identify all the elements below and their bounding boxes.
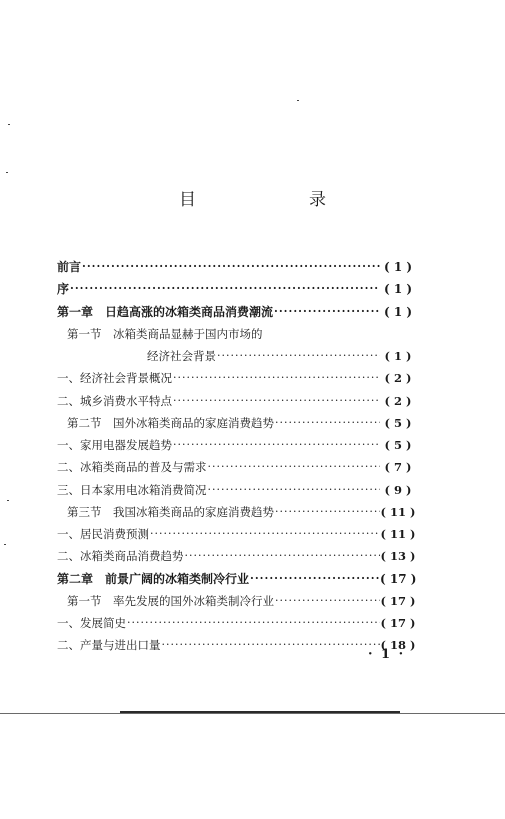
toc-leader-dots [208, 456, 381, 478]
toc-entry-label: 二、城乡消费水平特点 [57, 393, 172, 408]
toc-entry [57, 568, 416, 590]
toc-entry-page: ( 11 ) [380, 504, 416, 519]
toc-entry-page: ( 17 ) [380, 571, 417, 586]
toc-leader-dots [173, 390, 380, 412]
toc-entry [67, 501, 416, 523]
toc-entry-page: ( 17 ) [380, 616, 416, 630]
scan-speck [4, 544, 6, 545]
toc-entry-label: 第一章 日趋高涨的冰箱类商品消费潮流 [57, 304, 274, 319]
toc-entry-label: 一、经济社会背景概况 [57, 371, 172, 386]
toc-entry [57, 479, 416, 501]
toc-entry [57, 301, 416, 323]
toc-leader-dots [217, 345, 380, 367]
toc-entry-label: 三、日本家用电冰箱消费简况 [57, 482, 207, 497]
scan-speck [6, 172, 8, 173]
toc-entry [57, 456, 416, 478]
toc-entry-label: 一、家用电器发展趋势 [57, 438, 172, 452]
toc-entry-page: ( 1 ) [383, 304, 413, 319]
toc-entry [57, 434, 416, 456]
toc-entry-page: ( 5 ) [384, 415, 412, 430]
toc-leader-dots [82, 256, 380, 278]
toc-entry-label: 第一节 冰箱类商品显赫于国内市场的 [67, 326, 263, 341]
toc-entry-label: 二、冰箱类商品消费趋势 [57, 549, 184, 564]
toc-leader-dots [162, 634, 381, 656]
toc-entry-label: 二、冰箱类商品的普及与需求 [57, 460, 207, 475]
toc-entry [57, 612, 416, 634]
scan-speck [7, 500, 9, 501]
toc-entry [57, 390, 416, 412]
toc-entry [67, 323, 416, 345]
toc-entry-page: ( 7 ) [384, 460, 412, 475]
toc-leader-dots [173, 367, 380, 389]
toc-entry-page: ( 5 ) [384, 438, 412, 452]
scan-speck [8, 124, 10, 125]
toc-entry-label: 前言 [57, 260, 82, 274]
toc-entry-page: ( 9 ) [384, 482, 412, 497]
toc-entry-label: 第三节 我国冰箱类商品的家庭消费趋势 [67, 504, 274, 519]
toc-leader-dots [208, 479, 381, 501]
toc-entry [147, 345, 416, 367]
toc-entry-page: ( 1 ) [383, 282, 413, 297]
toc-entry-label: 第二节 国外冰箱类商品的家庭消费趋势 [67, 415, 274, 430]
toc-entry-page: ( 11 ) [380, 527, 416, 541]
toc-entry [67, 412, 416, 434]
toc-entry-label: 序 [57, 282, 70, 297]
toc-leader-dots [173, 434, 380, 456]
toc-entry-page: ( 2 ) [384, 393, 412, 408]
toc-leader-dots [250, 568, 380, 590]
toc-leader-dots [150, 523, 380, 545]
toc-leader-dots [70, 278, 380, 300]
toc-entry-label: 一、发展简史 [57, 616, 126, 630]
toc-entry [57, 523, 416, 545]
page-title: 目 录 [179, 190, 374, 210]
toc-entry [57, 256, 416, 278]
toc-entry [57, 367, 416, 389]
toc-leader-dots [275, 501, 380, 523]
toc-entry-page: ( 2 ) [384, 371, 412, 386]
scan-speck [297, 100, 299, 101]
toc-entry-page: ( 1 ) [383, 260, 413, 274]
toc-entry-label: 二、产量与进出口量 [57, 638, 161, 653]
toc-entry-page: ( 1 ) [384, 349, 412, 363]
toc-entry [57, 278, 416, 300]
toc-entry-label: 经济社会背景 [147, 349, 216, 363]
toc-entry-page: ( 17 ) [380, 593, 416, 608]
page-number: · 1 · [368, 647, 406, 662]
toc-leader-dots [275, 412, 380, 434]
bottom-thick-rule [120, 711, 400, 713]
toc-entry [67, 590, 416, 612]
toc-leader-dots [127, 612, 380, 634]
toc-entry-label: 一、居民消费预测 [57, 527, 149, 541]
toc-entry-page: ( 13 ) [380, 549, 416, 564]
toc-entry-page: ( 18 ) [380, 638, 416, 653]
toc-leader-dots [275, 590, 380, 612]
toc-entry-label: 第一节 率先发展的国外冰箱类制冷行业 [67, 593, 274, 608]
toc-leader-dots [274, 301, 380, 323]
bottom-divider [0, 713, 505, 714]
toc-entry-label: 第二章 前景广阔的冰箱类制冷行业 [57, 571, 250, 586]
toc-entry [57, 634, 416, 656]
toc-leader-dots [185, 545, 381, 567]
toc-entry [57, 545, 416, 567]
